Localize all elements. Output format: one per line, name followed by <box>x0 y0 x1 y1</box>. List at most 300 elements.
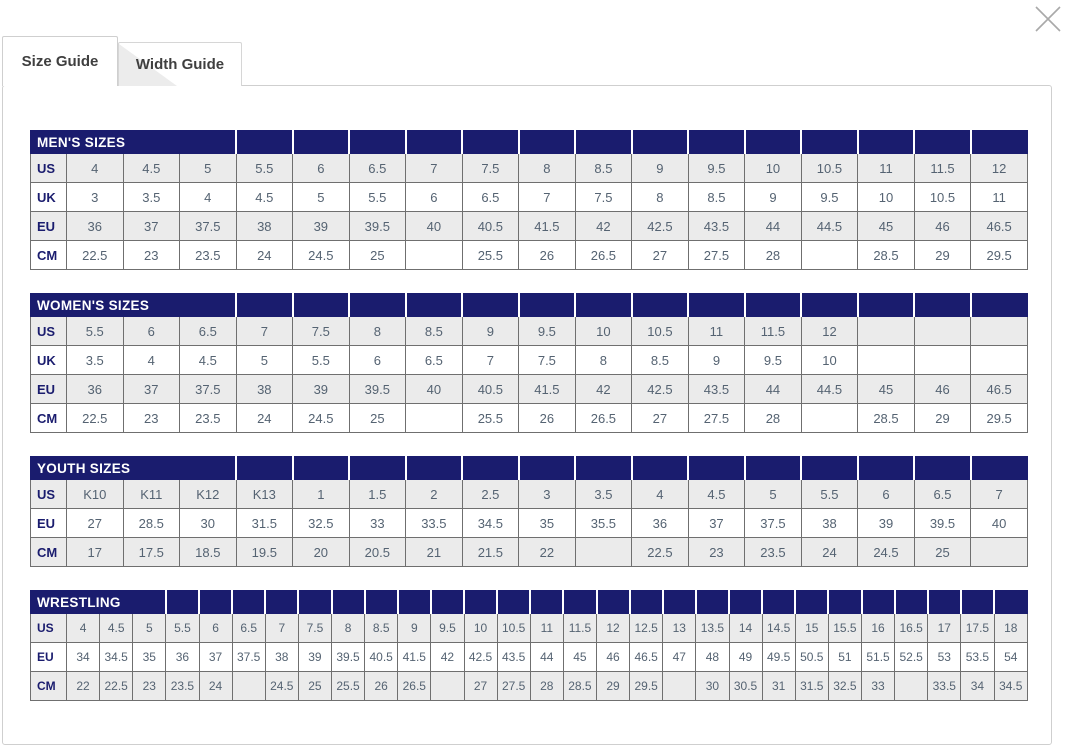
table-row <box>31 672 1028 701</box>
size-cell: 10.5 <box>801 154 858 183</box>
size-cell: 26 <box>519 404 576 433</box>
size-cell: 13.5 <box>696 614 729 643</box>
size-cell: 2 <box>406 480 463 509</box>
size-cell: 51 <box>828 643 861 672</box>
size-cell: 8 <box>632 183 689 212</box>
table-row <box>31 375 1028 404</box>
size-cell: 42.5 <box>632 375 689 404</box>
size-cell: 11 <box>688 317 745 346</box>
size-cell: 8 <box>332 614 365 643</box>
header-cell <box>696 591 729 614</box>
size-cell: 44 <box>745 375 802 404</box>
size-cell: 28.5 <box>858 404 915 433</box>
table-row <box>31 346 1028 375</box>
header-cell <box>332 591 365 614</box>
header-cell <box>914 457 971 480</box>
size-cell: 11 <box>858 154 915 183</box>
tab-size-guide[interactable] <box>2 36 118 86</box>
size-cell: 23.5 <box>180 404 237 433</box>
header-cell <box>406 294 463 317</box>
size-cell: 16 <box>862 614 895 643</box>
header-cell <box>519 294 576 317</box>
size-cell: 28.5 <box>123 509 180 538</box>
row-label: UK <box>31 346 67 375</box>
size-cell: 4 <box>67 614 100 643</box>
size-cell: 11.5 <box>745 317 802 346</box>
header-cell <box>563 591 596 614</box>
size-cell: 27.5 <box>688 404 745 433</box>
size-cell: 14.5 <box>762 614 795 643</box>
size-cell: 5.5 <box>801 480 858 509</box>
header-cell <box>795 591 828 614</box>
size-cell: 5.5 <box>236 154 293 183</box>
row-label: EU <box>31 212 67 241</box>
size-cell: 34.5 <box>994 672 1028 701</box>
size-cell: 24.5 <box>293 241 350 270</box>
size-cell: 43.5 <box>688 212 745 241</box>
size-cell: 1 <box>293 480 350 509</box>
size-cell: 29 <box>914 404 971 433</box>
size-cell: 17 <box>67 538 124 567</box>
table-row <box>31 317 1028 346</box>
size-cell: 3.5 <box>575 480 632 509</box>
header-cell <box>232 591 265 614</box>
size-cell: 30 <box>696 672 729 701</box>
size-cell: 44 <box>745 212 802 241</box>
tab-width-guide-label: Width Guide <box>135 56 225 73</box>
size-cell: 27 <box>464 672 497 701</box>
size-cell: 27.5 <box>688 241 745 270</box>
size-cell: 8 <box>519 154 576 183</box>
table-row <box>31 538 1028 567</box>
size-cell: 34 <box>67 643 100 672</box>
header-cell <box>801 457 858 480</box>
header-cell <box>497 591 530 614</box>
size-cell: 8 <box>575 346 632 375</box>
size-table <box>30 456 1028 567</box>
size-cell: 43.5 <box>497 643 530 672</box>
size-cell: 30.5 <box>729 672 762 701</box>
size-cell: 37.5 <box>745 509 802 538</box>
header-cell <box>895 591 928 614</box>
header-cell <box>745 457 802 480</box>
size-cell: 10 <box>464 614 497 643</box>
header-cell <box>801 131 858 154</box>
size-cell: 22.5 <box>67 404 124 433</box>
header-cell <box>365 591 398 614</box>
size-cell <box>575 538 632 567</box>
size-cell: 32.5 <box>828 672 861 701</box>
header-cell <box>265 591 298 614</box>
size-cell: 6 <box>293 154 350 183</box>
size-cell: 42.5 <box>464 643 497 672</box>
size-cell: 6.5 <box>914 480 971 509</box>
size-cell: 18 <box>994 614 1028 643</box>
size-cell: 3.5 <box>123 183 180 212</box>
header-cell <box>862 591 895 614</box>
table-row <box>31 241 1028 270</box>
header-cell <box>914 131 971 154</box>
row-label: EU <box>31 509 67 538</box>
header-cell <box>406 457 463 480</box>
header-cell <box>462 294 519 317</box>
size-cell: 10 <box>575 317 632 346</box>
size-cell: 7 <box>406 154 463 183</box>
header-cell <box>349 457 406 480</box>
table-title: WRESTLING <box>31 591 166 614</box>
size-cell <box>895 672 928 701</box>
size-cell: 35.5 <box>575 509 632 538</box>
size-cell: 33.5 <box>928 672 961 701</box>
size-cell: 38 <box>801 509 858 538</box>
size-cell: 27 <box>632 241 689 270</box>
size-cell: 9 <box>688 346 745 375</box>
header-cell <box>464 591 497 614</box>
size-cell: 47 <box>663 643 696 672</box>
size-cell <box>431 672 464 701</box>
table-row <box>31 643 1028 672</box>
size-cell: 6 <box>199 614 232 643</box>
size-cell: 39 <box>298 643 331 672</box>
size-cell: 9.5 <box>801 183 858 212</box>
size-cell: 38 <box>265 643 298 672</box>
header-cell <box>166 591 199 614</box>
size-cell: 33.5 <box>406 509 463 538</box>
header-cell <box>575 294 632 317</box>
size-cell: 3 <box>519 480 576 509</box>
size-cell: 10 <box>858 183 915 212</box>
close-icon[interactable] <box>1033 4 1063 34</box>
size-cell: 5.5 <box>293 346 350 375</box>
size-cell: 41.5 <box>519 375 576 404</box>
size-cell: 12 <box>971 154 1028 183</box>
row-label: CM <box>31 538 67 567</box>
size-cell: 9 <box>398 614 431 643</box>
header-cell <box>349 131 406 154</box>
header-cell <box>729 591 762 614</box>
size-cell: 6.5 <box>462 183 519 212</box>
size-cell: 52.5 <box>895 643 928 672</box>
size-cell: 22 <box>67 672 100 701</box>
size-cell: 11 <box>971 183 1028 212</box>
size-cell: 5 <box>133 614 166 643</box>
size-cell: 6.5 <box>232 614 265 643</box>
size-cell: 29.5 <box>630 672 663 701</box>
size-cell: 4 <box>180 183 237 212</box>
size-cell <box>663 672 696 701</box>
size-cell: 40 <box>406 375 463 404</box>
size-cell: 3 <box>67 183 124 212</box>
table-row <box>31 154 1028 183</box>
size-cell: 37.5 <box>232 643 265 672</box>
size-cell <box>971 317 1028 346</box>
header-cell <box>688 131 745 154</box>
size-table <box>30 130 1028 270</box>
size-cell: 17.5 <box>961 614 994 643</box>
row-label: US <box>31 317 67 346</box>
size-cell: 7 <box>462 346 519 375</box>
size-cell: 28 <box>530 672 563 701</box>
header-cell <box>519 457 576 480</box>
size-cell: 9.5 <box>519 317 576 346</box>
header-cell <box>663 591 696 614</box>
size-cell: 3.5 <box>67 346 124 375</box>
header-cell <box>236 131 293 154</box>
size-cell: 28.5 <box>858 241 915 270</box>
table-row <box>31 183 1028 212</box>
size-cell: 37 <box>688 509 745 538</box>
size-cell: 35 <box>133 643 166 672</box>
header-cell <box>858 457 915 480</box>
row-label: EU <box>31 375 67 404</box>
size-cell: 12 <box>597 614 630 643</box>
size-cell: 41.5 <box>519 212 576 241</box>
tab-width-guide[interactable] <box>118 42 242 86</box>
header-cell <box>632 294 689 317</box>
size-cell: 39.5 <box>349 375 406 404</box>
header-cell <box>971 131 1028 154</box>
size-cell: 31.5 <box>236 509 293 538</box>
size-cell: 24.5 <box>858 538 915 567</box>
size-cell: 29 <box>914 241 971 270</box>
size-cell: 4 <box>67 154 124 183</box>
size-cell: 8 <box>349 317 406 346</box>
size-cell <box>914 317 971 346</box>
size-cell: 24.5 <box>293 404 350 433</box>
size-cell: 44.5 <box>801 212 858 241</box>
size-cell: 6 <box>349 346 406 375</box>
size-cell: 36 <box>67 212 124 241</box>
size-cell: 26.5 <box>575 241 632 270</box>
size-cell: 19.5 <box>236 538 293 567</box>
table-row <box>31 480 1028 509</box>
size-cell <box>971 346 1028 375</box>
table-row <box>31 404 1028 433</box>
size-cell: 5 <box>745 480 802 509</box>
size-cell: 42 <box>575 375 632 404</box>
size-cell <box>801 404 858 433</box>
size-cell: 9 <box>632 154 689 183</box>
size-cell: 4.5 <box>123 154 180 183</box>
size-cell: 8.5 <box>365 614 398 643</box>
size-cell: 22.5 <box>100 672 133 701</box>
size-cell: 15 <box>795 614 828 643</box>
header-cell <box>431 591 464 614</box>
size-cell: 2.5 <box>462 480 519 509</box>
size-cell: 7 <box>236 317 293 346</box>
size-cell: 29 <box>597 672 630 701</box>
size-cell: 26 <box>365 672 398 701</box>
size-cell: 10.5 <box>632 317 689 346</box>
size-cell: 40.5 <box>462 212 519 241</box>
size-cell: 53.5 <box>961 643 994 672</box>
header-cell <box>298 591 331 614</box>
size-cell: 14 <box>729 614 762 643</box>
header-cell <box>575 131 632 154</box>
size-cell: 25.5 <box>462 404 519 433</box>
size-cell: 50.5 <box>795 643 828 672</box>
size-cell: 25 <box>298 672 331 701</box>
size-cell: 11.5 <box>914 154 971 183</box>
header-cell <box>293 294 350 317</box>
size-cell: 6.5 <box>406 346 463 375</box>
size-cell: 25 <box>349 404 406 433</box>
size-cell: 4 <box>632 480 689 509</box>
size-cell: 27.5 <box>497 672 530 701</box>
size-cell: 12 <box>801 317 858 346</box>
size-cell: 17.5 <box>123 538 180 567</box>
size-cell: 4.5 <box>100 614 133 643</box>
size-cell: 20.5 <box>349 538 406 567</box>
size-table <box>30 293 1028 433</box>
size-cell: 1.5 <box>349 480 406 509</box>
size-cell: 51.5 <box>862 643 895 672</box>
size-cell: 36 <box>67 375 124 404</box>
size-cell: 10.5 <box>497 614 530 643</box>
size-cell: 44 <box>530 643 563 672</box>
size-cell: 13 <box>663 614 696 643</box>
header-cell <box>630 591 663 614</box>
size-cell: 37 <box>199 643 232 672</box>
size-cell <box>914 346 971 375</box>
size-cell: 5 <box>293 183 350 212</box>
size-cell: 6 <box>858 480 915 509</box>
size-cell: 24.5 <box>265 672 298 701</box>
size-cell: 29.5 <box>971 241 1028 270</box>
size-cell: 8.5 <box>632 346 689 375</box>
size-cell: 23.5 <box>166 672 199 701</box>
size-cell: 46 <box>914 375 971 404</box>
size-cell: 40.5 <box>462 375 519 404</box>
header-cell <box>828 591 861 614</box>
size-cell: 37 <box>123 375 180 404</box>
size-cell: 27 <box>67 509 124 538</box>
size-cell: 9 <box>745 183 802 212</box>
size-cell: 39 <box>858 509 915 538</box>
size-cell: 25 <box>349 241 406 270</box>
size-cell: K11 <box>123 480 180 509</box>
header-cell <box>688 294 745 317</box>
size-cell: 5.5 <box>166 614 199 643</box>
size-cell: 24 <box>236 404 293 433</box>
size-cell: 25.5 <box>332 672 365 701</box>
size-cell: 37.5 <box>180 375 237 404</box>
size-cell: 39 <box>293 375 350 404</box>
size-cell: 25.5 <box>462 241 519 270</box>
size-cell: 39.5 <box>914 509 971 538</box>
size-cell: 53 <box>928 643 961 672</box>
size-cell: 9.5 <box>688 154 745 183</box>
header-cell <box>745 131 802 154</box>
header-cell <box>928 591 961 614</box>
header-cell <box>632 457 689 480</box>
size-cell <box>858 346 915 375</box>
size-cell: 46 <box>914 212 971 241</box>
size-cell: 8.5 <box>406 317 463 346</box>
size-cell: 38 <box>236 375 293 404</box>
size-cell: 45 <box>858 212 915 241</box>
header-cell <box>530 591 563 614</box>
size-cell: 9.5 <box>431 614 464 643</box>
header-cell <box>236 294 293 317</box>
size-cell: 12.5 <box>630 614 663 643</box>
size-cell: 32.5 <box>293 509 350 538</box>
header-cell <box>971 294 1028 317</box>
table-title: MEN'S SIZES <box>31 131 237 154</box>
header-cell <box>349 294 406 317</box>
size-cell: 8.5 <box>688 183 745 212</box>
size-cell: 36 <box>166 643 199 672</box>
header-cell <box>293 131 350 154</box>
size-cell: 39 <box>293 212 350 241</box>
tab-bar <box>2 36 242 86</box>
row-label: UK <box>31 183 67 212</box>
size-cell: 5.5 <box>349 183 406 212</box>
size-cell: 23.5 <box>180 241 237 270</box>
header-cell <box>858 294 915 317</box>
header-cell <box>462 131 519 154</box>
size-cell: 20 <box>293 538 350 567</box>
size-cell: 40 <box>971 509 1028 538</box>
table-title: YOUTH SIZES <box>31 457 237 480</box>
row-label: CM <box>31 672 67 701</box>
size-cell: 45 <box>563 643 596 672</box>
tab-size-guide-label: Size Guide <box>21 53 99 70</box>
size-cell: 24 <box>801 538 858 567</box>
size-cell: 6.5 <box>180 317 237 346</box>
size-cell: 39.5 <box>332 643 365 672</box>
header-cell <box>199 591 232 614</box>
size-table <box>30 590 1028 701</box>
size-cell: 27 <box>632 404 689 433</box>
header-cell <box>688 457 745 480</box>
size-cell: 48 <box>696 643 729 672</box>
header-cell <box>398 591 431 614</box>
size-cell: 4 <box>123 346 180 375</box>
size-cell: 21 <box>406 538 463 567</box>
size-cell: 42 <box>575 212 632 241</box>
header-cell <box>801 294 858 317</box>
size-cell: 23 <box>123 404 180 433</box>
size-cell: 46.5 <box>971 375 1028 404</box>
size-cell: 7.5 <box>462 154 519 183</box>
size-cell: 41.5 <box>398 643 431 672</box>
size-cell: 45 <box>858 375 915 404</box>
size-cell: 26.5 <box>575 404 632 433</box>
size-cell: 6 <box>123 317 180 346</box>
size-cell: K10 <box>67 480 124 509</box>
size-cell: 46 <box>597 643 630 672</box>
row-label: CM <box>31 404 67 433</box>
size-cell: K12 <box>180 480 237 509</box>
size-cell: K13 <box>236 480 293 509</box>
size-cell: 7 <box>265 614 298 643</box>
header-cell <box>961 591 994 614</box>
size-cell: 40 <box>406 212 463 241</box>
size-cell: 34.5 <box>462 509 519 538</box>
size-cell: 54 <box>994 643 1028 672</box>
size-cell: 23 <box>123 241 180 270</box>
size-cell: 8.5 <box>575 154 632 183</box>
size-cell: 30 <box>180 509 237 538</box>
size-cell: 36 <box>632 509 689 538</box>
row-label: US <box>31 480 67 509</box>
size-cell: 43.5 <box>688 375 745 404</box>
table-row <box>31 614 1028 643</box>
header-cell <box>632 131 689 154</box>
row-label: US <box>31 154 67 183</box>
size-cell: 17 <box>928 614 961 643</box>
